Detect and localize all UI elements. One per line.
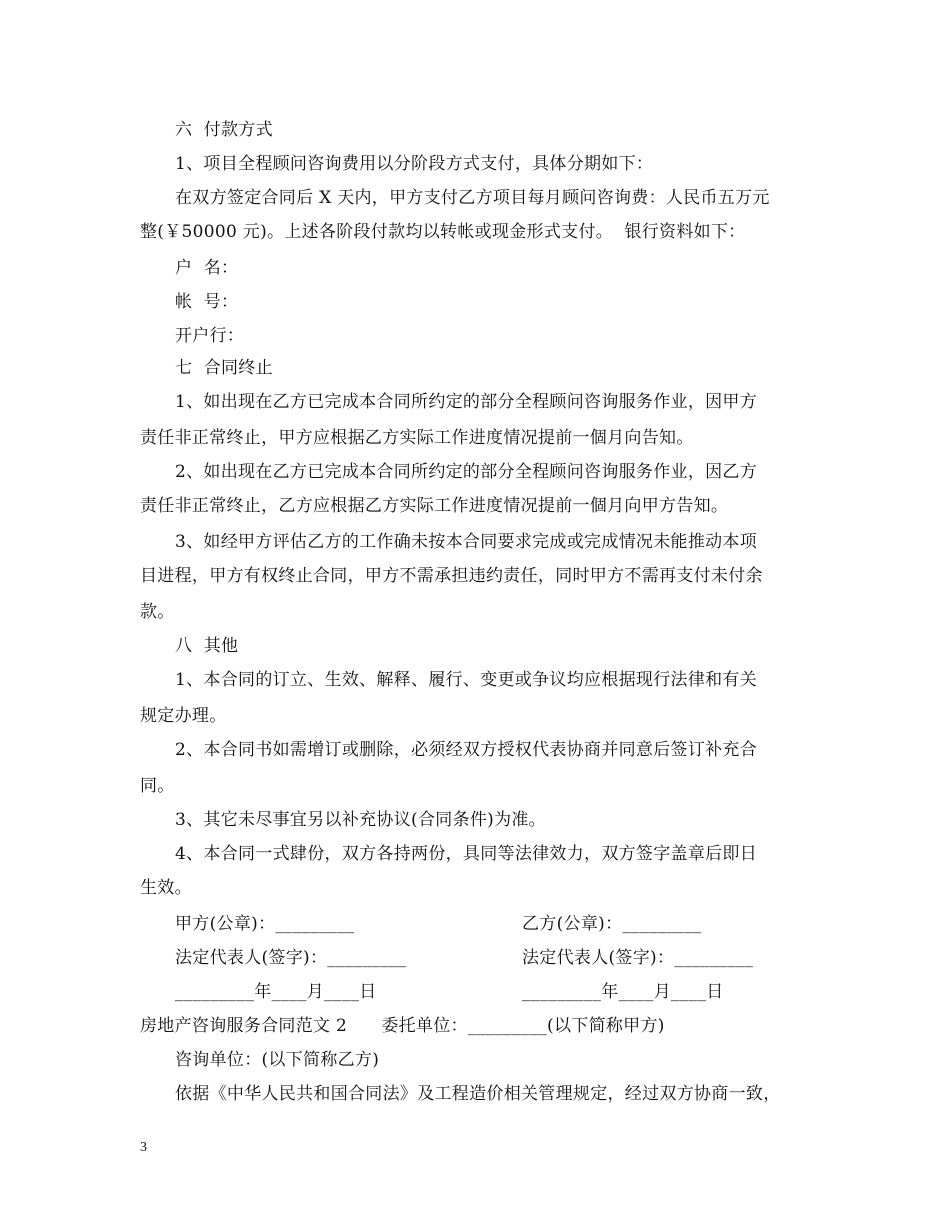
paragraph-line: 1、项目全程顾问咨询费用以分阶段方式支付，具体分期如下： — [175, 154, 654, 174]
paragraph-line: 依据《中华人民共和国合同法》及工程造价相关管理规定，经过双方协商一致， — [175, 1084, 781, 1104]
paragraph-line: 责任非正常终止，甲方应根据乙方实际工作进度情况提前一個月向告知。 — [140, 428, 694, 448]
section-heading-other: 八 其他 — [175, 636, 239, 656]
paragraph-line: 同。 — [140, 776, 175, 796]
paragraph-line: 2、本合同书如需增订或删除，必须经双方授权代表协商并同意后签订补充合 — [175, 740, 758, 760]
party-a-date-field: _________年____月____日 — [175, 982, 377, 1002]
paragraph-line: 3、其它未尽事宜另以补充协议(合同条件)为准。 — [175, 810, 546, 830]
party-b-date-field: _________年____月____日 — [522, 982, 724, 1002]
paragraph-line: 1、如出现在乙方已完成本合同所约定的部分全程顾问咨询服务作业，因甲方 — [175, 392, 758, 412]
account-name-label: 户 名： — [175, 258, 239, 278]
party-a-representative-field: 法定代表人(签字)：_________ — [175, 948, 407, 968]
paragraph-line: 款。 — [140, 602, 175, 622]
paragraph-line: 目进程，甲方有权终止合同，甲方不需承担违约责任，同时甲方不需再支付未付余 — [140, 566, 763, 586]
account-number-label: 帐 号： — [175, 292, 239, 312]
paragraph-line: 1、本合同的订立、生效、解释、履行、变更或争议均应根据现行法律和有关 — [175, 670, 758, 690]
paragraph-line: 整(￥50000 元)。上述各阶段付款均以转帐或现金形式支付。 银行资料如下： — [140, 222, 746, 242]
party-a-seal-field: 甲方(公章)：_________ — [175, 914, 355, 934]
paragraph-line: 房地产咨询服务合同范文 2 委托单位：_________(以下简称甲方) — [140, 1016, 665, 1036]
party-b-representative-field: 法定代表人(签字)：_________ — [522, 948, 754, 968]
paragraph-line: 在双方签定合同后 X 天内，甲方支付乙方项目每月顾问咨询费：人民币五万元 — [175, 188, 770, 208]
party-b-seal-field: 乙方(公章)：_________ — [522, 914, 702, 934]
page-number: 3 — [140, 1140, 147, 1155]
paragraph-line: 4、本合同一式肆份，双方各持两份，具同等法律效力，双方签字盖章后即日 — [175, 844, 758, 864]
paragraph-line: 规定办理。 — [140, 706, 227, 726]
paragraph-line: 生效。 — [140, 878, 192, 898]
paragraph-line: 责任非正常终止，乙方应根据乙方实际工作进度情况提前一個月向甲方告知。 — [140, 496, 729, 516]
paragraph-line: 咨询单位：(以下简称乙方) — [175, 1050, 380, 1070]
bank-label: 开户行： — [175, 326, 245, 346]
section-heading-payment: 六 付款方式 — [175, 120, 273, 140]
section-heading-termination: 七 合同终止 — [175, 358, 273, 378]
paragraph-line: 3、如经甲方评估乙方的工作确未按本合同要求完成或完成情况未能推动本项 — [175, 532, 758, 552]
paragraph-line: 2、如出现在乙方已完成本合同所约定的部分全程顾问咨询服务作业，因乙方 — [175, 462, 758, 482]
